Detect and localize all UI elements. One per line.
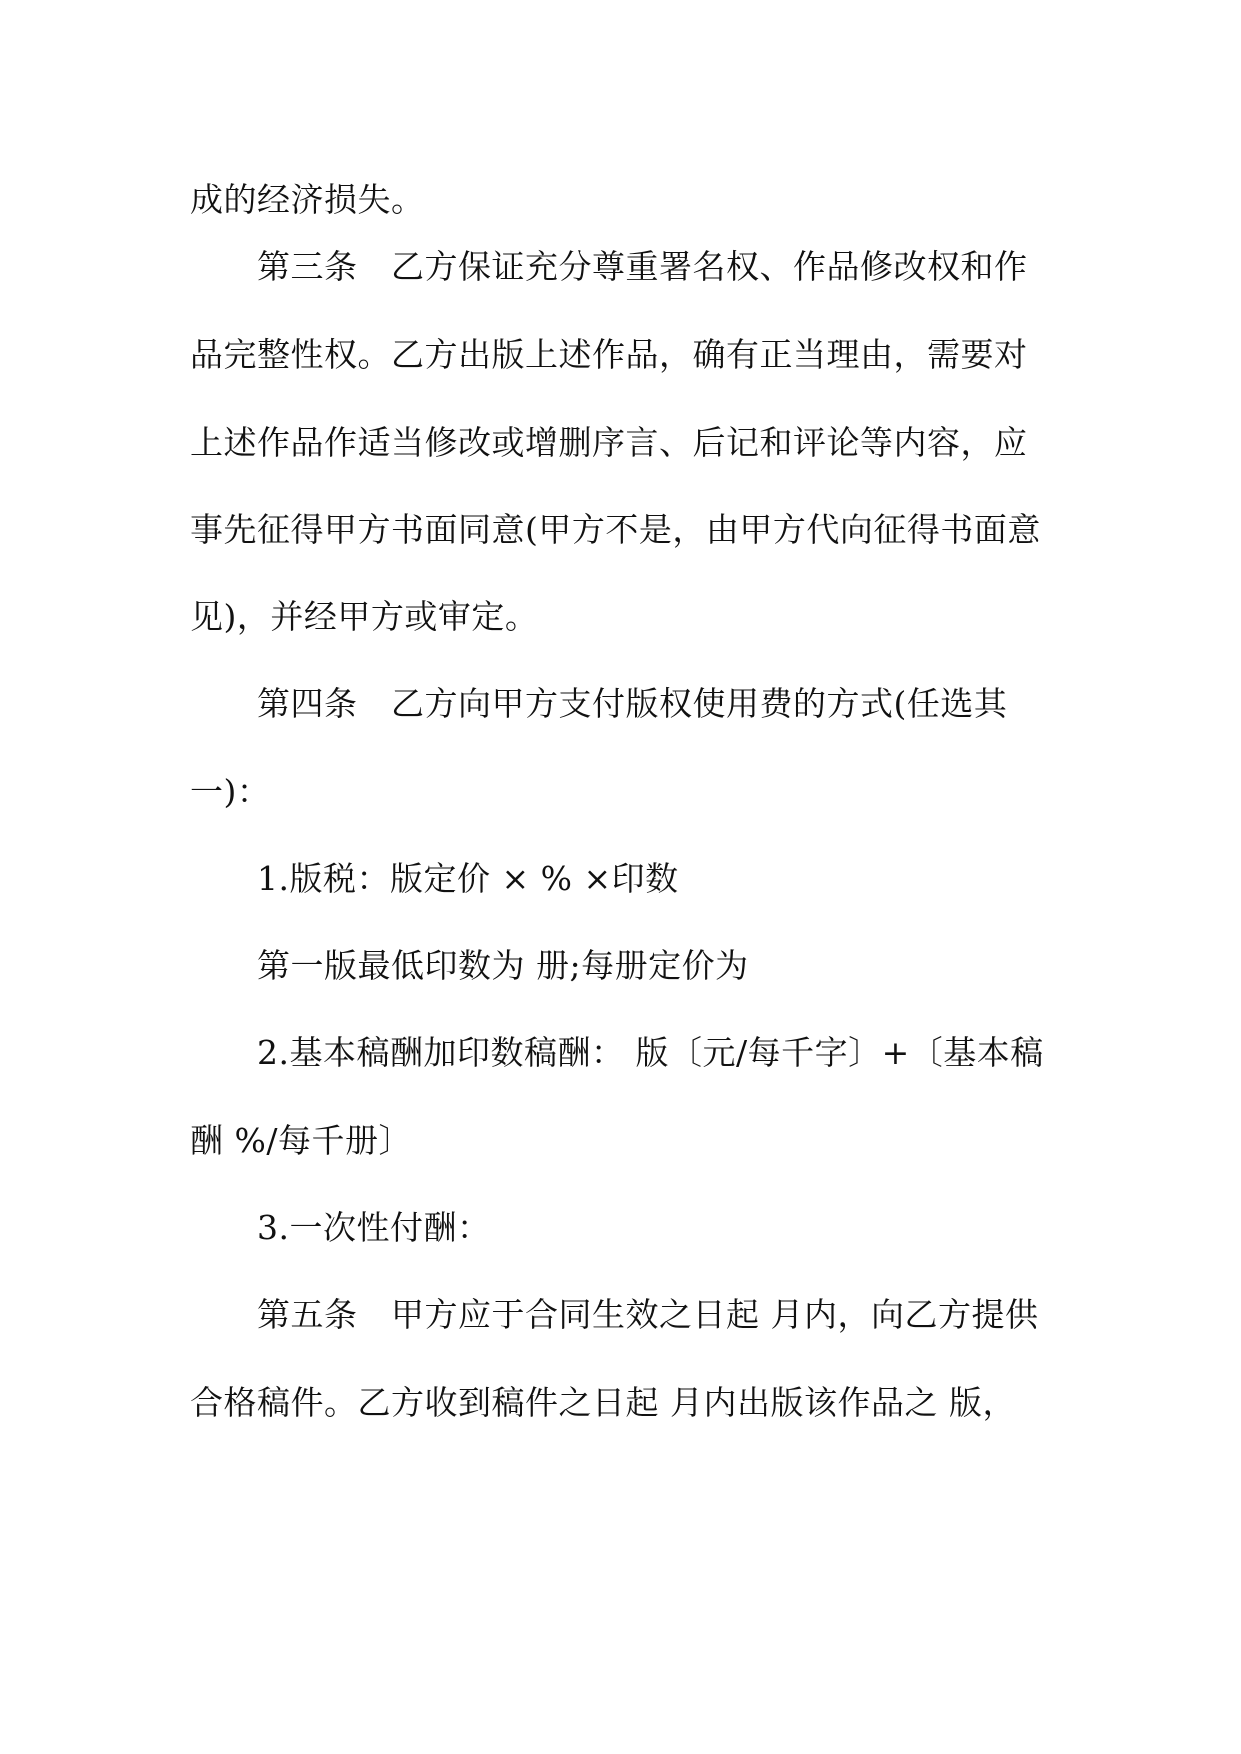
text-line: 上述作品作适当修改或增删序言、后记和评论等内容，应 [190, 423, 1028, 462]
text-line: 品完整性权。乙方出版上述作品，确有正当理由，需要对 [190, 335, 1028, 374]
text-line: 酬 %/每千册〕 [190, 1121, 412, 1160]
text-line: 2.基本稿酬加印数稿酬： 版〔元/每千字〕+〔基本稿 [257, 1033, 1044, 1072]
text-line: 3.一次性付酬： [257, 1208, 491, 1247]
text-line: 成的经济损失。 [190, 180, 425, 219]
text-line: 见)，并经甲方或审定。 [190, 597, 539, 636]
text-line: 一)： [190, 772, 271, 811]
text-line: 第五条 甲方应于合同生效之日起 月内，向乙方提供 [257, 1295, 1039, 1334]
text-line: 合格稿件。乙方收到稿件之日起 月内出版该作品之 版， [190, 1383, 1016, 1422]
text-line: 1.版税：版定价 × % ×印数 [257, 859, 679, 898]
text-line: 第四条 乙方向甲方支付版权使用费的方式(任选其 [257, 684, 1008, 723]
text-line: 事先征得甲方书面同意(甲方不是，由甲方代向征得书面意 [190, 510, 1041, 549]
text-line: 第一版最低印数为 册;每册定价为 [257, 946, 749, 985]
text-line: 第三条 乙方保证充分尊重署名权、作品修改权和作 [257, 247, 1028, 286]
